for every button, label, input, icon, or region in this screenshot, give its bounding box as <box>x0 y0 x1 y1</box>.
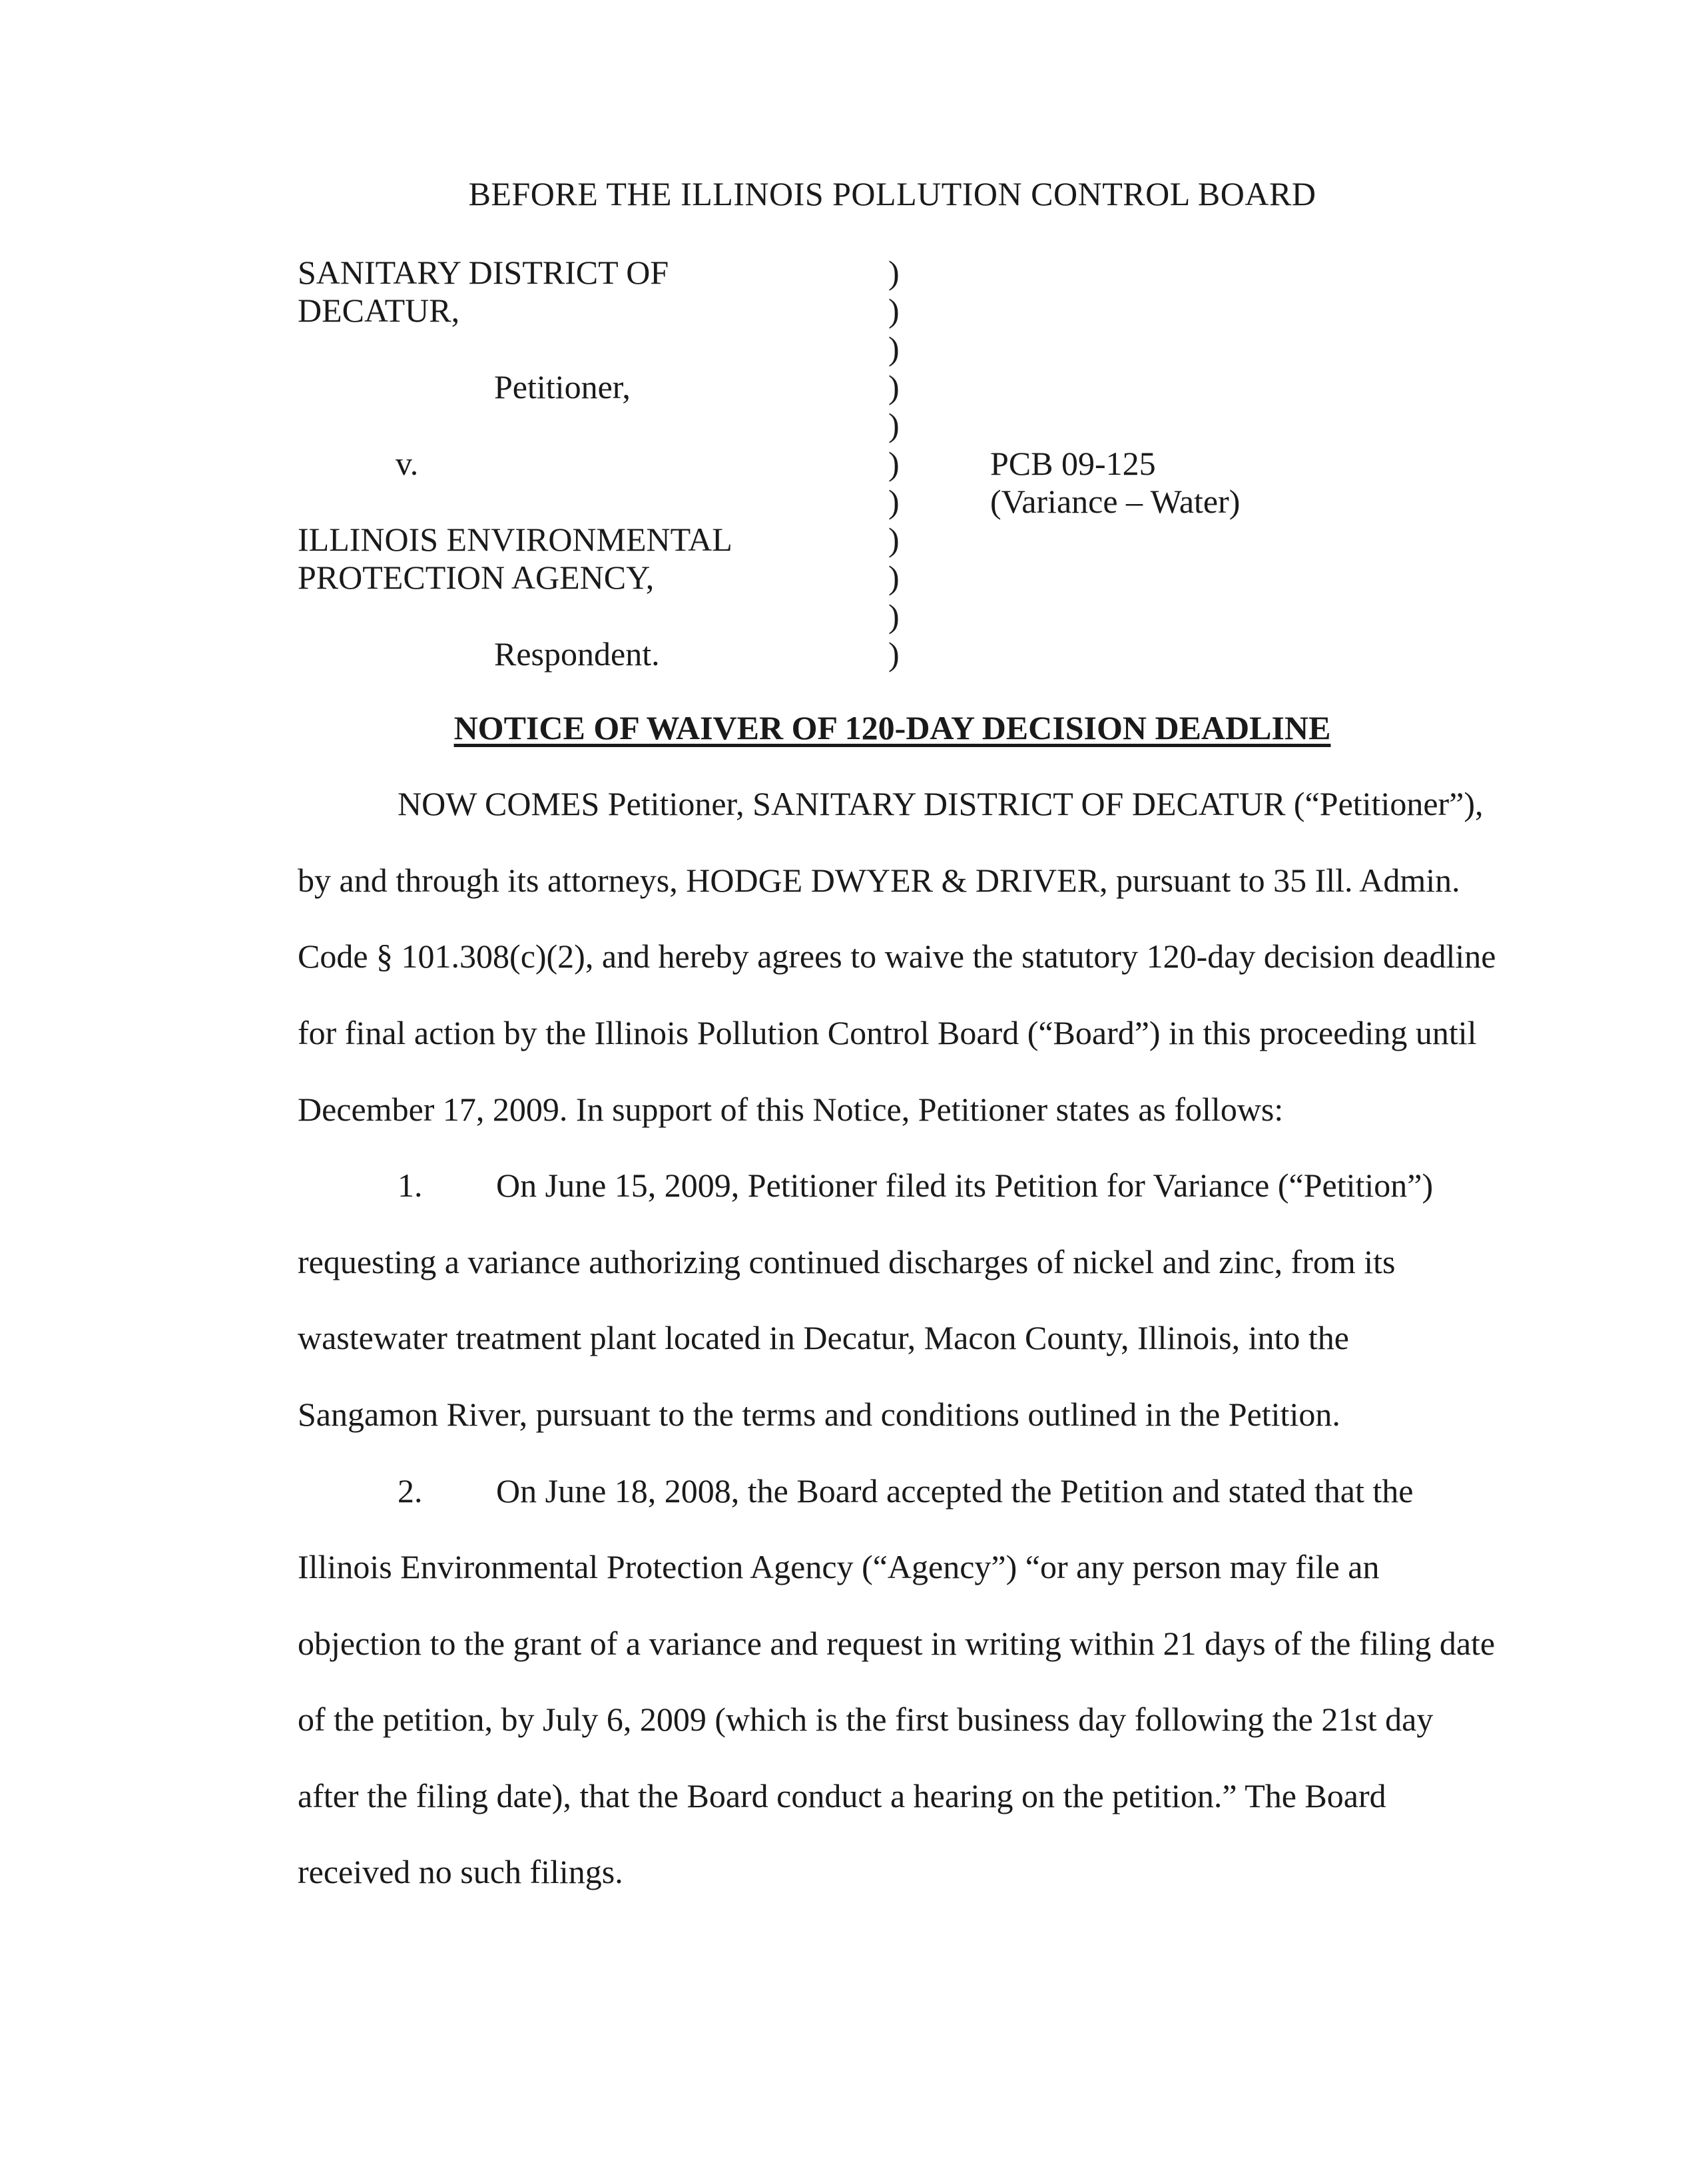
caption-paren: ) <box>888 445 900 482</box>
board-heading: BEFORE THE ILLINOIS POLLUTION CONTROL BOARD <box>468 175 1316 212</box>
caption-paren: ) <box>888 368 900 406</box>
caption-paren: ) <box>888 254 900 291</box>
intro-line: Code § 101.308(c)(2), and hereby agrees to waive the statutory 120-day decision deadline <box>298 938 1496 975</box>
intro-line: NOW COMES Petitioner, SANITARY DISTRICT OF DECATUR (“Petitioner”), <box>398 785 1484 822</box>
paragraph-first-line: On June 15, 2009, Petitioner filed its Petition for Variance (“Petition”) <box>496 1167 1434 1204</box>
intro-line: for final action by the Illinois Pollution Control Board (“Board”) in this proceeding until <box>298 1014 1477 1051</box>
document-title: NOTICE OF WAIVER OF 120-DAY DECISION DEADLINE <box>453 709 1331 746</box>
caption-paren: ) <box>888 330 900 367</box>
petitioner-name-line1: SANITARY DISTRICT OF <box>298 254 669 291</box>
case-number: PCB 09-125 <box>990 445 1156 482</box>
case-type: (Variance – Water) <box>990 483 1241 520</box>
caption-paren: ) <box>888 292 900 329</box>
paragraph-number: 1. <box>398 1167 423 1204</box>
petitioner-role: Petitioner, <box>494 368 631 406</box>
paragraph-line: of the petition, by July 6, 2009 (which is the first business day following the 21st day <box>298 1701 1434 1738</box>
caption-paren: ) <box>888 521 900 558</box>
paragraph-line: Sangamon River, pursuant to the terms and conditions outlined in the Petition. <box>298 1396 1340 1433</box>
paragraph-line: Illinois Environmental Protection Agency (“Agency”) “or any person may file an <box>298 1548 1380 1585</box>
intro-line: December 17, 2009. In support of this Notice, Petitioner states as follows: <box>298 1091 1284 1128</box>
intro-line: by and through its attorneys, HODGE DWYER & DRIVER, pursuant to 35 Ill. Admin. <box>298 862 1460 899</box>
paragraph-line: after the filing date), that the Board conduct a hearing on the petition.” The Board <box>298 1777 1386 1814</box>
caption-paren: ) <box>888 406 900 443</box>
caption-paren: ) <box>888 559 900 596</box>
paragraph-line: wastewater treatment plant located in Decatur, Macon County, Illinois, into the <box>298 1319 1350 1356</box>
respondent-name-line1: ILLINOIS ENVIRONMENTAL <box>298 521 732 558</box>
caption-paren: ) <box>888 483 900 520</box>
paragraph-line: received no such filings. <box>298 1853 623 1890</box>
caption-paren: ) <box>888 597 900 635</box>
paragraph-number: 2. <box>398 1472 423 1509</box>
respondent-name-line2: PROTECTION AGENCY, <box>298 559 655 596</box>
paragraph-first-line: On June 18, 2008, the Board accepted the Petition and stated that the <box>496 1472 1414 1509</box>
paragraph-line: objection to the grant of a variance and request in writing within 21 days of the filing date <box>298 1625 1496 1662</box>
caption-paren: ) <box>888 635 900 673</box>
petitioner-name-line2: DECATUR, <box>298 292 460 329</box>
paragraph-line: requesting a variance authorizing continued discharges of nickel and zinc, from its <box>298 1243 1396 1280</box>
versus-label: v. <box>396 445 419 482</box>
respondent-role: Respondent. <box>494 635 660 673</box>
